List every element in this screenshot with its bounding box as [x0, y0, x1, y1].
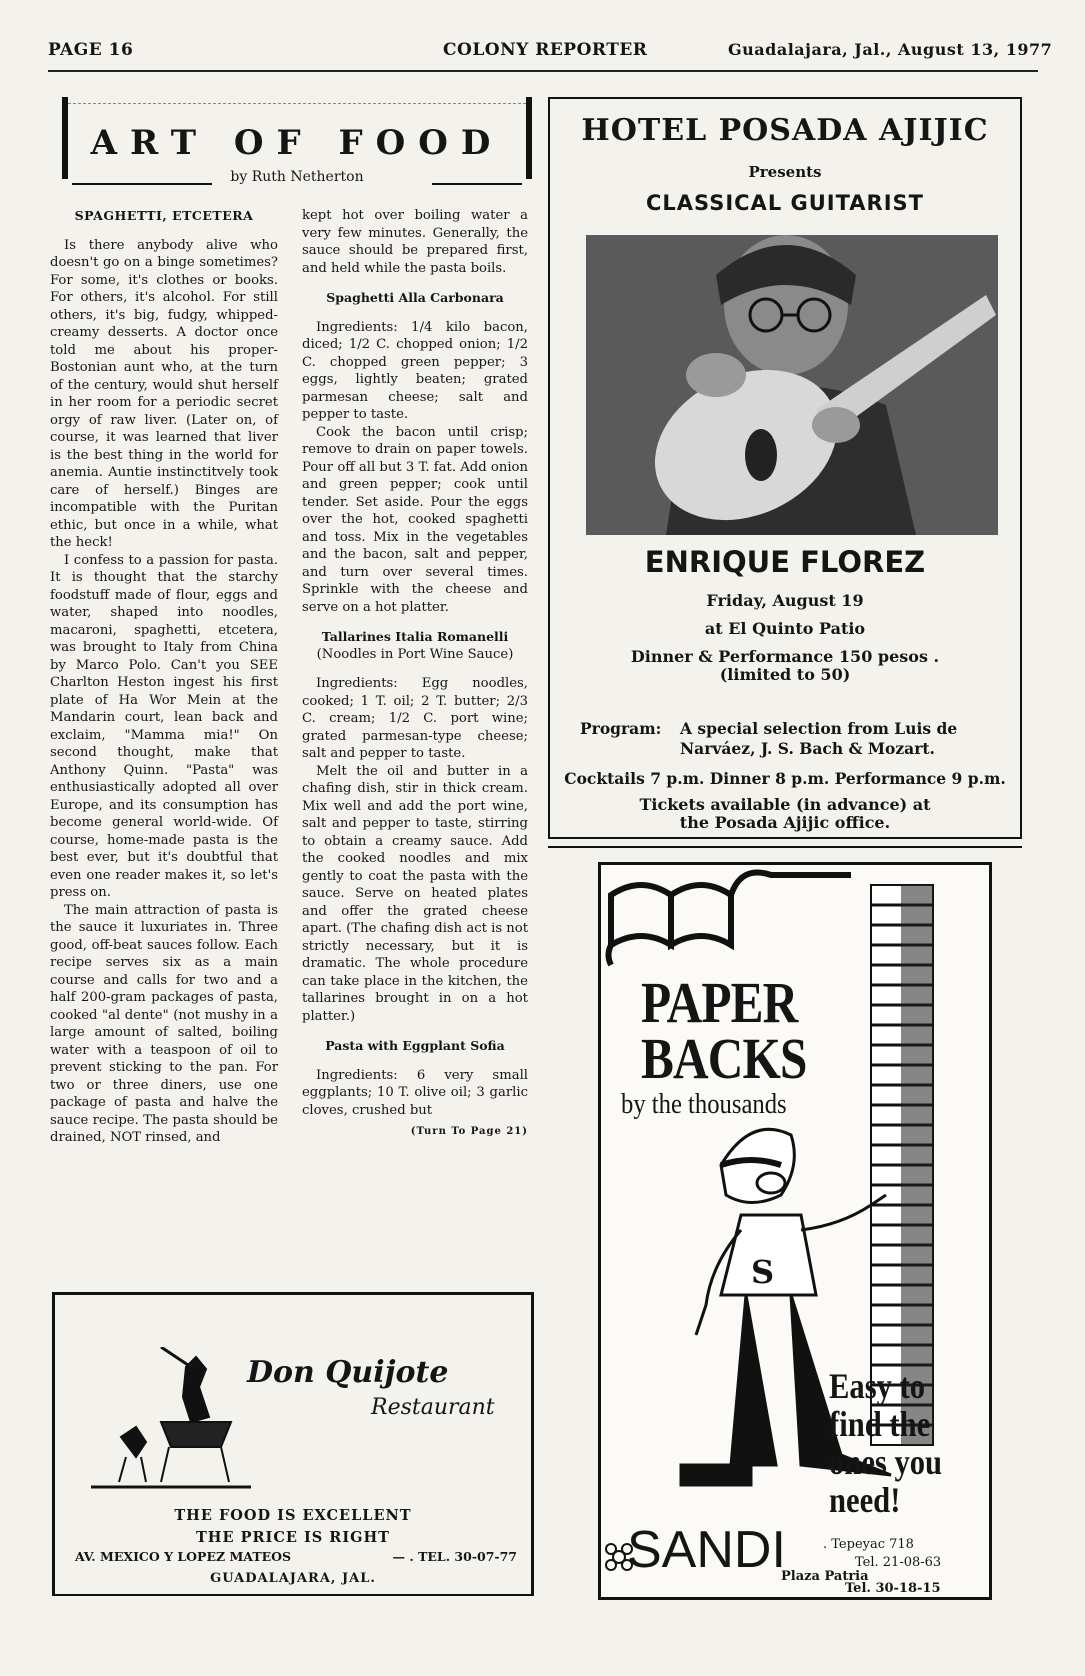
ad-presents: Presents [748, 163, 822, 181]
recipe-title: Tallarines Italia Romanelli [321, 629, 509, 644]
address-line-1: . Tepeyac 718 [823, 1537, 914, 1552]
program-label: Program: [580, 719, 662, 738]
restaurant-name: Don Quijote [247, 1355, 449, 1390]
restaurant-phone: — . TEL. 30-07-77 [392, 1549, 517, 1564]
restaurant-address-row [75, 1549, 517, 1564]
slogan-line-2: find the [829, 1404, 931, 1444]
paperbacks-subtitle: by the thousands [621, 1089, 787, 1120]
restaurant-city: GUADALAJARA, JAL. [210, 1571, 376, 1586]
event-limit: (limited to 50) [719, 665, 851, 684]
paperbacks-title-line-2: BACKS [641, 1026, 807, 1091]
continuation-note: (Turn To Page 21) [410, 1126, 528, 1137]
recipe-directions: Cook the bacon until crisp; remove to drain on paper towels. Pour off all but 3 T. fat. Add onion and green pepper; cook until tender. Set aside. Pour the eggs over the hot, cooked spaghetti and toss. Mix in the vegetables and the bacon, salt and pepper, and turn over several times. Sprinkle with the cheese and serve on a hot platter. [302, 424, 528, 615]
program-text: A special selection from Luis de Narváez, J. S. Bach & Mozart. [680, 719, 958, 758]
ad-subtitle: CLASSICAL GUITARIST [645, 191, 924, 215]
open-book-icon [611, 885, 731, 945]
don-quijote-ad [52, 1292, 534, 1596]
hotel-posada-ad [548, 97, 1022, 839]
phone-line-2: Tel. 30-18-15 [845, 1581, 941, 1596]
page-number: PAGE 16 [48, 40, 134, 60]
guitarist-illustration [586, 235, 998, 535]
event-program [580, 719, 1000, 759]
slogan-line-1: THE FOOD IS EXCELLENT [174, 1507, 412, 1524]
newspaper-name: COLONY REPORTER [443, 40, 648, 60]
paperbacks-title-line-1: PAPER [641, 970, 798, 1035]
article-heading: SPAGHETTI, ETCETERA [74, 208, 254, 223]
byline: by Ruth Netherton [230, 169, 364, 185]
paperbacks-slogan [829, 1367, 942, 1519]
recipe-directions: Melt the oil and butter in a chafing dish, stir in thick cream. Mix well and add the port wine, salt and pepper to taste, stirring to obtain a creamy sauce. Add the cooked noodles and mix gently to coat the pasta with the sauce. Serve on heated plates and offer the grated cheese apart. (The chafing dish act is not strictly necessary, but it is dramatic. The whole procedure can take place in the kitchen, the tallarines brought in on a hot platter.) [302, 763, 529, 1024]
dateline: Guadalajara, Jal., August 13, 1977 [728, 40, 1053, 59]
header-rule [48, 70, 1038, 72]
restaurant-address: AV. MEXICO Y LOPEZ MATEOS [75, 1549, 292, 1564]
slogan-line-1: Easy to [829, 1366, 926, 1406]
article-paragraph: The main attraction of pasta is the sauce it luxuriates in. Three good, off-beat sauces follow. Each recipe serves six as a main course and calls for two and a half 200-gram packages of pasta, cooked "al dente" (not mushy in a large amount of salted, boiling water with a teaspoon of oil to prevent sticking to the pan. For two or three diners, use one package of pasta and halve the sauce recipe. The pasta should be drained, NOT rinsed, and [50, 902, 278, 1145]
article-column-1 [50, 207, 278, 1147]
slogan-line-3: ones you [829, 1442, 943, 1482]
don-quijote-icon [91, 1347, 251, 1495]
recipe-ingredients: Ingredients: 6 very small eggplants; 10 T. olive oil; 3 garlic cloves, crushed but [302, 1067, 528, 1118]
recipe-subtitle: (Noodles in Port Wine Sauce) [316, 646, 514, 662]
event-venue: at El Quinto Patio [704, 619, 866, 638]
article-paragraph: kept hot over boiling water a very few minutes. Generally, the sauce should be prepared first, and held while the pasta boils. [302, 208, 528, 276]
recipe-title: Pasta with Eggplant Sofia [325, 1038, 505, 1053]
byline-rule-left [72, 183, 212, 185]
shirt-letter: S [751, 1253, 775, 1291]
recipe-ingredients: Ingredients: 1/4 kilo bacon, diced; 1/2 C. chopped onion; 1/2 C. chopped green pepper; 3 eggs, lightly beaten; grated parmesan cheese; salt and pepper to taste. [302, 319, 528, 422]
heading-top-rule [68, 103, 526, 104]
performer-name: ENRIQUE FLOREZ [644, 545, 926, 579]
slogan-line-2: THE PRICE IS RIGHT [196, 1529, 390, 1546]
guitarist-photo [586, 235, 998, 535]
sandi-paperbacks-ad [598, 862, 992, 1600]
column-title: ART OF FOOD [90, 123, 504, 163]
address-line-2: Plaza Patria [781, 1569, 869, 1584]
event-times: Cocktails 7 p.m. Dinner 8 p.m. Performance 9 p.m. [564, 769, 1006, 788]
article-column-2 [302, 207, 528, 1141]
tickets-line-1: Tickets available (in advance) at [639, 795, 931, 814]
article-paragraph: Is there anybody alive who doesn't go on a binge sometimes? For some, it's clothes or books. For others, it's alcohol. For still others, it's big, fudgy, whipped-creamy desserts. A doctor once told me about his proper-Bostonian aunt who, at the turn of the century, would shut herself in her room for a periodic secret orgy of raw liver. (Later on, of course, it was learned that liver is the best thing in the world for anemia. Auntie instinctitvely took care of herself.) Binges are incompatible with the Puritan ethic, but once in a while, what the heck! [50, 237, 278, 550]
byline-rule-right [432, 183, 522, 185]
slogan-line-4: need! [829, 1480, 901, 1520]
ad-title: HOTEL POSADA AJIJIC [581, 113, 989, 148]
paperbacks-title [641, 970, 807, 1091]
ad-divider [548, 846, 1022, 848]
tickets-line-2: the Posada Ajijic office. [679, 813, 891, 832]
event-date: Friday, August 19 [706, 591, 864, 610]
recipe-ingredients: Ingredients: Egg noodles, cooked; 1 T. oil; 2 T. butter; 2/3 C. cream; 1/2 C. port wine; grated parmesan-type cheese; salt and pepper to taste. [302, 676, 528, 761]
restaurant-label: Restaurant [371, 1395, 495, 1420]
event-price: Dinner & Performance 150 pesos . [630, 647, 940, 666]
phone-line-1: Tel. 21-08-63 [855, 1555, 942, 1570]
book-stack-icon [871, 885, 933, 1445]
article-paragraph: I confess to a passion for pasta. It is thought that the starchy foodstuff made of flour, eggs and water, shaped into noodles, macaroni, spaghetti, etcetera, was brought to Italy from China by Marco Polo. Can't you SEE Charlton Heston ingest his first plate of Ha Wor Mein at the Mandarin court, lean back and exclaim, "Mamma mia!" On second thought, make that Anthony Quinn. "Pasta" was enthusiastically adopted all over Europe, and its consumption has become general world-wide. Of course, home-made pasta is the best ever, but it's doubtful that even one reader makes it, so let's press on. [50, 552, 278, 900]
sandi-logo: SANDI [627, 1521, 786, 1579]
column-heading-box [62, 97, 532, 189]
recipe-title: Spaghetti Alla Carbonara [326, 290, 504, 305]
